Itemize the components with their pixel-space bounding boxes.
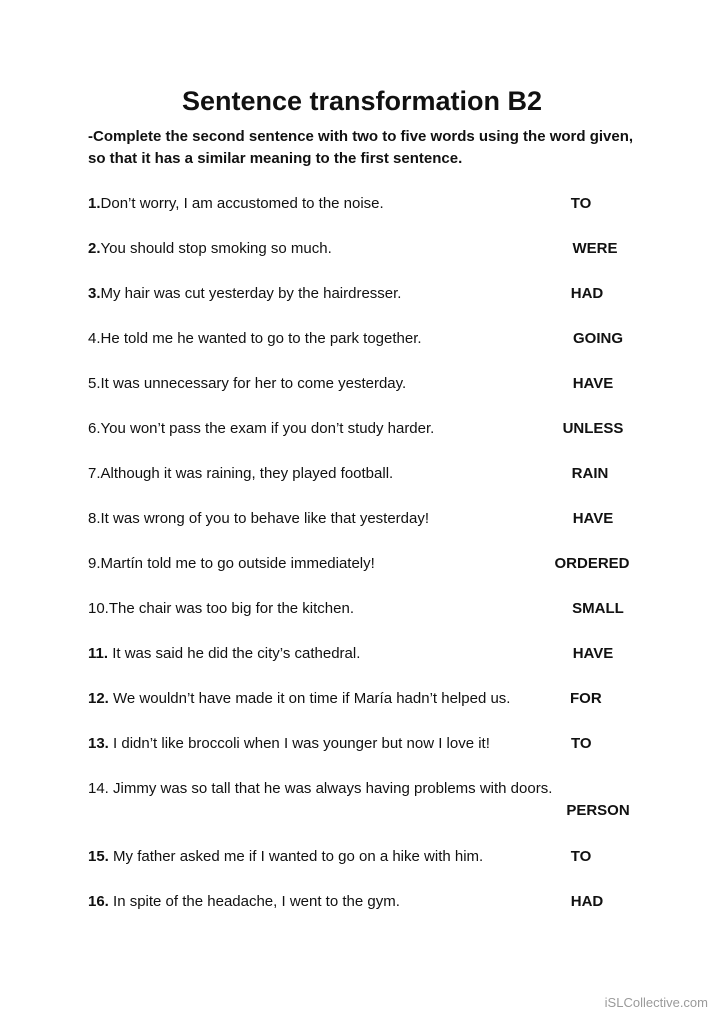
item-number: 10.	[88, 600, 109, 617]
exercise-item	[88, 238, 568, 260]
item-sentence: You should stop smoking so much.	[100, 240, 332, 257]
item-keyword: PERSON	[566, 802, 630, 819]
exercise-item	[88, 463, 568, 485]
item-sentence: I didn’t like broccoli when I was younger but now I love it!	[108, 735, 490, 752]
item-sentence: Martín told me to go outside immediately!	[100, 555, 375, 572]
item-sentence: It was said he did the city’s cathedral.	[108, 645, 361, 662]
exercise-item	[88, 778, 560, 800]
item-number: 9.	[88, 555, 101, 572]
item-keyword: TO	[570, 195, 592, 212]
item-keyword: HAVE	[572, 510, 614, 527]
exercise-item	[88, 891, 568, 913]
item-sentence: He told me he wanted to go to the park together.	[100, 330, 422, 347]
exercise-item	[88, 598, 568, 620]
item-keyword: HAVE	[572, 375, 614, 392]
item-keyword: TO	[570, 848, 592, 865]
item-keyword: ORDERED	[554, 555, 630, 572]
item-sentence: My father asked me if I wanted to go on a hike with him.	[108, 848, 484, 865]
item-sentence: Although it was raining, they played football.	[100, 465, 394, 482]
item-number: 4.	[88, 330, 101, 347]
item-number: 13.	[88, 735, 109, 752]
item-sentence: It was unnecessary for her to come yesterday.	[100, 375, 407, 392]
item-number: 11.	[88, 645, 109, 662]
item-sentence: You won’t pass the exam if you don’t study harder.	[100, 420, 435, 437]
item-number: 14.	[88, 780, 109, 797]
item-number: 5.	[88, 375, 101, 392]
item-sentence: In spite of the headache, I went to the gym.	[108, 893, 400, 910]
item-number: 7.	[88, 465, 101, 482]
exercise-item	[88, 553, 568, 575]
item-sentence: The chair was too big for the kitchen.	[108, 600, 354, 617]
item-keyword: GOING	[572, 330, 623, 347]
item-sentence: It was wrong of you to behave like that yesterday!	[100, 510, 430, 527]
item-keyword: HAVE	[572, 645, 614, 662]
item-keyword: HAD	[570, 285, 604, 302]
item-number: 2.	[88, 240, 101, 257]
item-keyword: RAIN	[571, 465, 609, 482]
exercise-item	[88, 418, 568, 440]
item-sentence: My hair was cut yesterday by the hairdresser.	[100, 285, 402, 302]
item-sentence: We wouldn’t have made it on time if María hadn’t helped us.	[108, 690, 511, 707]
exercise-item	[88, 688, 568, 710]
item-keyword: UNLESS	[562, 420, 624, 437]
exercise-item	[88, 508, 568, 530]
exercise-item	[88, 328, 568, 350]
item-number: 1.	[88, 195, 101, 212]
item-number: 16.	[88, 893, 109, 910]
exercise-item	[88, 733, 568, 755]
item-number: 12.	[88, 690, 109, 707]
exercise-item	[88, 283, 568, 305]
exercise-item	[88, 846, 568, 868]
item-sentence: Jimmy was so tall that he was always having problems with doors.	[108, 780, 553, 797]
item-keyword: WERE	[572, 240, 618, 257]
item-number: 8.	[88, 510, 101, 527]
exercise-item	[88, 643, 568, 665]
item-keyword: HAD	[570, 893, 604, 910]
item-keyword: SMALL	[572, 600, 624, 617]
exercise-item	[88, 373, 568, 395]
item-number: 3.	[88, 285, 101, 302]
instructions: -Complete the second sentence with two to five words using the word given, so that it has a similar meaning to the first sentence.	[88, 128, 634, 167]
item-number: 15.	[88, 848, 109, 865]
item-sentence: Don’t worry, I am accustomed to the noise.	[100, 195, 384, 212]
exercise-item	[88, 193, 568, 215]
item-keyword: FOR	[570, 690, 602, 707]
item-keyword: TO	[571, 735, 592, 752]
item-number: 6.	[88, 420, 101, 437]
watermark-footer: iSLCollective.com	[604, 995, 708, 1010]
page-title: Sentence transformation B2	[181, 86, 543, 116]
